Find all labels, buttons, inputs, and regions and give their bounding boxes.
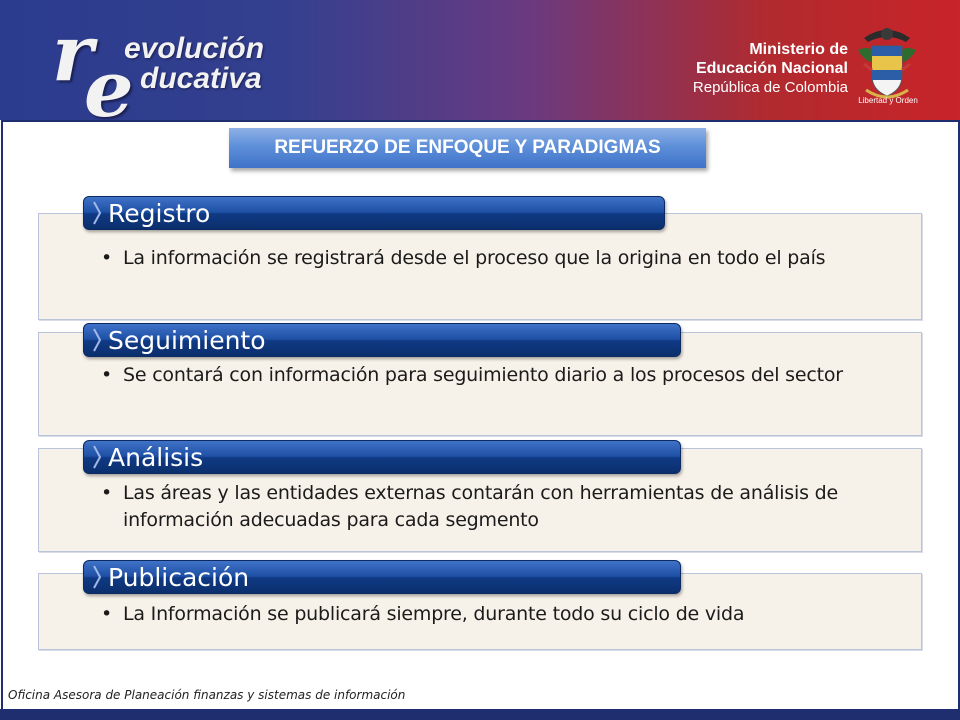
section-bullet: • La Información se publicará siempre, durante todo su ciclo de vida bbox=[101, 601, 881, 628]
section-bullet: • Las áreas y las entidades externas contarán con herramientas de análisis de información adecuadas para cada segmento bbox=[101, 480, 881, 534]
slide-title bbox=[229, 128, 706, 168]
logo-letter-r: r bbox=[52, 8, 94, 99]
section-bullet: • Se contará con información para seguimiento diario a los procesos del sector bbox=[101, 362, 881, 389]
ministry-name bbox=[693, 40, 848, 97]
section-tab-registro bbox=[83, 196, 665, 230]
section-heading: Publicación bbox=[108, 563, 250, 592]
chevron-right-icon bbox=[92, 327, 102, 353]
logo-letter-e: e bbox=[84, 44, 134, 135]
crest-motto: Libertad y Orden bbox=[858, 96, 918, 105]
logo-word-evolucion: evolución bbox=[124, 32, 265, 65]
header-banner bbox=[0, 0, 960, 135]
chevron-right-icon bbox=[92, 564, 102, 590]
footer-text: Oficina Asesora de Planeación finanzas y sistemas de información bbox=[8, 688, 406, 702]
section-tab-analisis bbox=[83, 440, 681, 474]
section-heading: Seguimiento bbox=[108, 326, 266, 355]
slide-title-text: REFUERZO DE ENFOQUE Y PARADIGMAS bbox=[274, 137, 661, 158]
bottom-bar bbox=[0, 709, 960, 720]
ministry-line-3: República de Colombia bbox=[692, 79, 848, 96]
section-tab-seguimiento bbox=[83, 323, 681, 357]
section-bullet: • La información se registrará desde el proceso que la origina en todo el país bbox=[101, 245, 881, 272]
section-heading: Análisis bbox=[108, 443, 204, 472]
logo-word-educativa: ducativa bbox=[140, 62, 262, 95]
section-tab-publicacion bbox=[83, 560, 681, 594]
ministry-line-2: Educación Nacional bbox=[695, 60, 848, 77]
ministry-line-1: Ministerio de bbox=[749, 41, 848, 58]
revolucion-educativa-logo bbox=[48, 8, 308, 135]
section-heading: Registro bbox=[108, 199, 211, 228]
chevron-right-icon bbox=[92, 444, 102, 470]
chevron-right-icon bbox=[92, 200, 102, 226]
